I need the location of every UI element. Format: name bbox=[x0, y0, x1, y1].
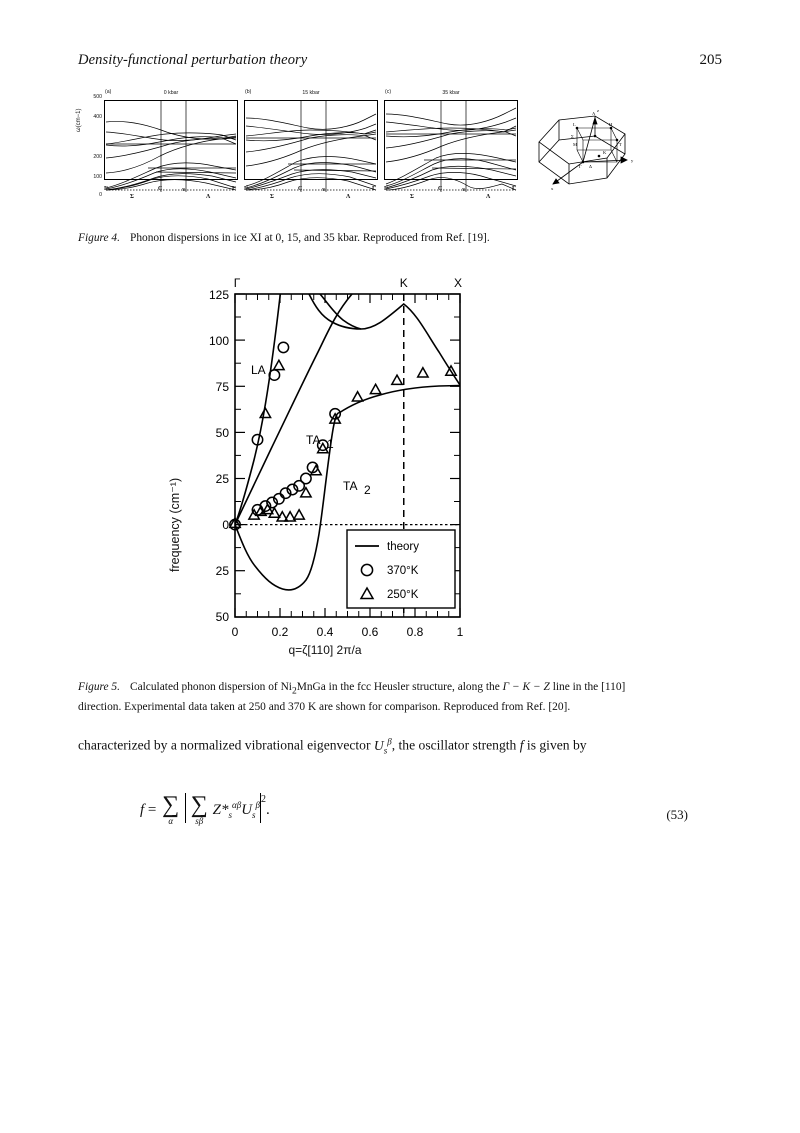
chart-ytick-75: 75 bbox=[215, 380, 229, 394]
chart-xtick-0.6: 0.6 bbox=[361, 625, 379, 639]
body-text-part2: , the oscillator bbox=[391, 737, 470, 753]
figure4-panel-a-curves bbox=[104, 100, 238, 192]
chart-legend-label-370K: 370°K bbox=[387, 565, 419, 577]
equation-equals: = bbox=[147, 802, 157, 818]
figure-5-caption-path: Γ − K − Z bbox=[502, 681, 550, 693]
chart-legend-label-theory: theory bbox=[387, 541, 419, 553]
figure4-panel-b-xtick-lambda: Λ bbox=[346, 194, 351, 200]
chart-xtick-0.8: 0.8 bbox=[406, 625, 424, 639]
figure4-panel-b bbox=[244, 90, 378, 202]
equation-53 bbox=[78, 793, 694, 843]
chart-ytick-25: 25 bbox=[215, 472, 229, 486]
figure4-panel-b-xtick-c: C bbox=[298, 186, 303, 192]
figure4-panel-a-xtick-c: C bbox=[158, 186, 163, 192]
figure-5-caption bbox=[78, 679, 638, 715]
svg-text:Σ: Σ bbox=[571, 134, 574, 139]
chart-legend-label-250K: 250°K bbox=[387, 589, 419, 601]
chart-canvas bbox=[175, 272, 475, 642]
figure4-panel-c-tag: (c) bbox=[385, 89, 392, 95]
chart-top-label-k: K bbox=[399, 276, 408, 290]
chart-legend bbox=[347, 530, 455, 608]
chart-curve-ta2-upper bbox=[339, 386, 460, 414]
chart-ytick-50: 50 bbox=[215, 426, 229, 440]
chart-branch-label-la: LA bbox=[251, 363, 266, 377]
figure4-panel-a-xtick-lambda: Λ bbox=[206, 194, 211, 200]
figure4-ytick-500: 500 bbox=[93, 94, 102, 100]
svg-text:2: 2 bbox=[364, 483, 371, 497]
figure-4-caption-label: Figure 4. bbox=[78, 232, 120, 244]
figure4-panel-a-title: 0 kbar bbox=[163, 90, 179, 96]
chart-branch-label-ta2 bbox=[343, 479, 371, 497]
svg-text:Γ: Γ bbox=[579, 164, 582, 169]
figure-4-caption-text: Phonon dispersions in ice XI at 0, 15, and 35 kbar. Reproduced from Ref. [19]. bbox=[129, 232, 490, 244]
chart-xtick-0.4: 0.4 bbox=[316, 625, 334, 639]
figure4-panel-a-xtick-y: Y bbox=[182, 187, 186, 192]
running-head-title: Density-functional perturbation theory bbox=[78, 52, 308, 68]
figure4-ytick-0: 0 bbox=[99, 192, 102, 198]
figure4-panel-c-xtick-sigma: Σ bbox=[410, 194, 414, 200]
figure4-panel-c-xtick-gamma-left: Γ bbox=[384, 186, 388, 192]
figure4-ytick-100: 100 bbox=[93, 174, 102, 180]
body-text-part3: strength bbox=[472, 737, 517, 753]
body-eigenvector-symbol: $U_s^\beta$ bbox=[373, 736, 392, 756]
equation-power: 2 bbox=[261, 794, 267, 805]
equation-inner-sum: ∑ sβ bbox=[190, 792, 208, 826]
figure4-panel-c-xtick-c: C bbox=[438, 186, 443, 192]
figure4-panel-c bbox=[384, 90, 518, 202]
chart-ytick-neg25: 25 bbox=[215, 564, 229, 578]
body-text-part4: is given by bbox=[526, 737, 587, 753]
figure-5-caption-line3: comparison. Reproduced from Ref. [20]. bbox=[384, 700, 571, 713]
chart-markers-250K bbox=[230, 360, 456, 527]
equation-outer-sum: ∑ α bbox=[162, 792, 180, 826]
figure-5-caption-line2: line in the [110] direction. Experimental data taken at 250 and 370 K are shown for bbox=[78, 681, 626, 713]
figure4-ytick-200: 200 bbox=[93, 154, 102, 160]
chart-xtick-0: 0 bbox=[231, 625, 239, 639]
svg-text:z: z bbox=[597, 108, 600, 113]
figure4-ytick-400: 400 bbox=[93, 114, 102, 120]
svg-text:T: T bbox=[619, 142, 622, 147]
equation-born-charge: $Z*_s^{\alpha\beta}$ bbox=[212, 800, 242, 820]
figure4-panel-b-title: 15 kbar bbox=[302, 90, 320, 96]
chart-top-label-gamma: Γ bbox=[233, 276, 241, 290]
body-text-part1: characterized by a normalized vibrational eigenvector bbox=[78, 737, 371, 753]
body-f-symbol: f bbox=[519, 737, 524, 753]
page-number: 205 bbox=[699, 52, 722, 68]
running-head bbox=[78, 52, 722, 69]
equation-53-body bbox=[140, 793, 270, 826]
svg-text:L: L bbox=[573, 122, 576, 127]
svg-text:1: 1 bbox=[327, 437, 334, 451]
figure4-panel-b-xtick-sigma: Σ bbox=[270, 194, 274, 200]
svg-text:Δ: Δ bbox=[589, 164, 592, 169]
figure4-panel-c-curves bbox=[384, 100, 518, 192]
chart-ytick-125: 125 bbox=[208, 288, 229, 302]
body-paragraph bbox=[78, 735, 694, 758]
chart-curve-la bbox=[235, 294, 280, 525]
figure4-panel-b-xtick-gamma-right: Γ bbox=[372, 186, 376, 192]
chart-y-axis-label: frequency (cm⁻¹) bbox=[168, 477, 182, 572]
figure-5-caption-line1: Calculated phonon dispersion of $Ni_2MnGa$ in the fcc Heusler structure, along the bbox=[129, 681, 500, 697]
chart-ytick-0: 0 bbox=[222, 518, 229, 532]
chart-top-label-x: X bbox=[453, 276, 463, 290]
figure4-y-axis-label: ω(cm−1) bbox=[76, 108, 82, 132]
figure-4 bbox=[78, 86, 723, 214]
figure4-panel-a-xtick-gamma-left: Γ bbox=[104, 186, 108, 192]
equation-period: . bbox=[266, 802, 270, 818]
figure-5-chart bbox=[168, 272, 475, 662]
figure4-panel-c-xtick-gamma-right: Γ bbox=[512, 186, 516, 192]
chart-x-axis-label: q=ζ[110] 2π/a bbox=[288, 643, 362, 657]
svg-text:TA: TA bbox=[343, 479, 358, 493]
figure4-panel-c-xtick-lambda: Λ bbox=[486, 194, 491, 200]
svg-text:x: x bbox=[551, 186, 554, 191]
figure4-panel-b-tag: (b) bbox=[245, 89, 252, 95]
figure4-panel-a bbox=[104, 90, 238, 202]
svg-text:TA: TA bbox=[306, 433, 321, 447]
equation-lhs: f bbox=[140, 802, 145, 818]
figure-4-caption bbox=[78, 230, 694, 246]
figure4-panel-a-tag: (a) bbox=[105, 89, 112, 95]
chart-ytick-neg50: 50 bbox=[215, 610, 229, 624]
equation-abs-bar-left bbox=[185, 793, 186, 823]
svg-text:M: M bbox=[573, 142, 578, 147]
equation-number: (53) bbox=[666, 807, 688, 822]
figure4-panel-b-curves bbox=[244, 100, 378, 192]
figure4-panel-b-xtick-gamma-left: Γ bbox=[244, 186, 248, 192]
figure-5-caption-label: Figure 5. bbox=[78, 681, 120, 693]
figure4-panel-c-title: 35 kbar bbox=[442, 90, 460, 96]
figure4-panel-c-xtick-y: Y bbox=[462, 187, 466, 192]
figure4-panel-b-xtick-y: Y bbox=[322, 187, 326, 192]
brillouin-zone-diagram bbox=[533, 98, 643, 198]
chart-xtick-1: 1 bbox=[456, 625, 464, 639]
equation-eigenvector: $U_s^\beta$ bbox=[241, 800, 261, 820]
chart-xtick-0.2: 0.2 bbox=[271, 625, 289, 639]
svg-text:H: H bbox=[609, 122, 613, 127]
chart-curve-upper-b bbox=[320, 294, 361, 329]
chart-ytick-100: 100 bbox=[208, 334, 229, 348]
svg-text:A: A bbox=[592, 111, 596, 116]
figure4-panel-a-xtick-sigma: Σ bbox=[130, 194, 134, 200]
svg-text:K: K bbox=[603, 150, 607, 155]
figure4-panel-a-xtick-gamma-right: Γ bbox=[232, 186, 236, 192]
svg-text:y: y bbox=[631, 158, 634, 163]
